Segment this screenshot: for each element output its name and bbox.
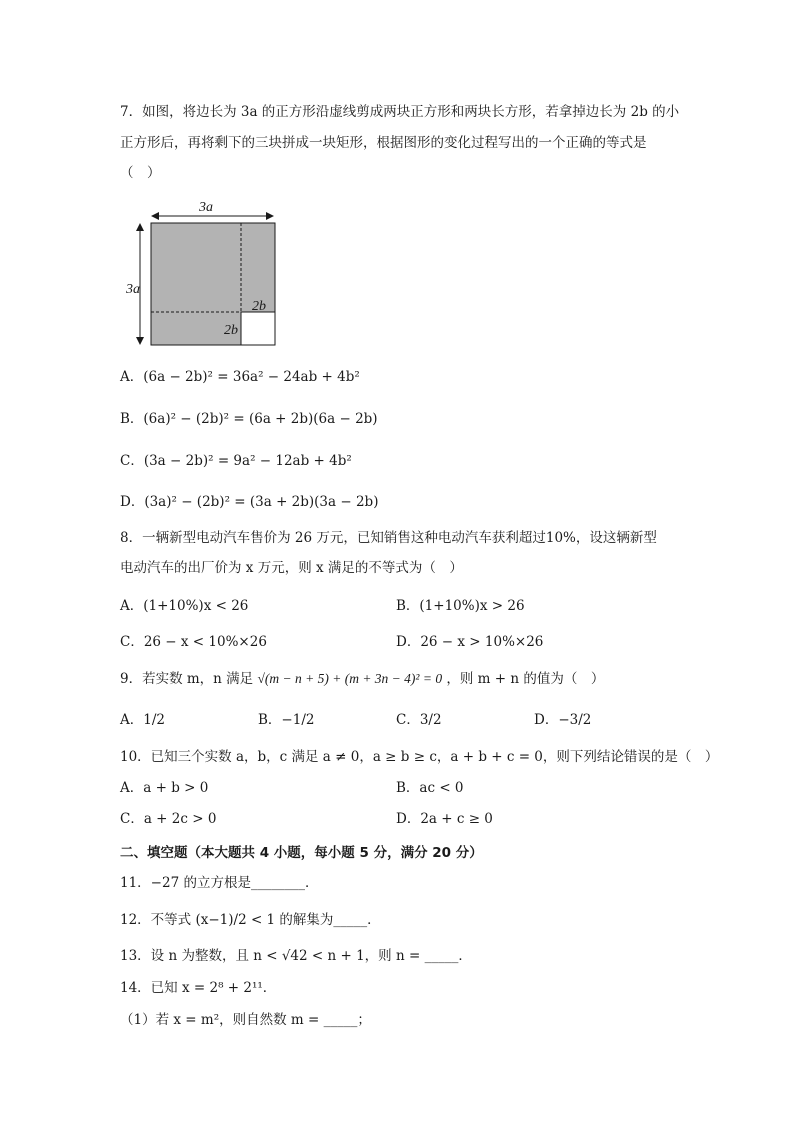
q10-option-a: A．a + b > 0: [120, 780, 209, 796]
q13-text: 13．设 n 为整数，且 n < √42 < n + 1，则 n = _____．: [120, 948, 472, 964]
inner-label-right: 2b: [252, 299, 266, 314]
q9-line: [120, 669, 604, 689]
q7-figure: [118, 196, 288, 352]
q14-line: 14．已知 x = 2⁸ + 2¹¹．: [120, 980, 277, 996]
q9-formula: √(m − n + 5) + (m + 3n − 4)² = 0: [257, 671, 443, 686]
q7-line1: 7．如图，将边长为 3a 的正方形沿虚线剪成两块正方形和两块长方形，若拿掉边长为 2b 的小: [120, 104, 680, 120]
q9-text-before: 9．若实数 m，n 满足: [120, 671, 254, 687]
q7-line2: 正方形后，再将剩下的三块拼成一块矩形，根据图形的变化过程写出的一个正确的等式是: [120, 135, 647, 151]
q9-option-c: C．3/2: [396, 712, 442, 728]
q10-option-c: C．a + 2c > 0: [120, 811, 217, 827]
section-heading-fill-in: 二、填空题（本大题共 4 小题，每小题 5 分，满分 20 分）: [120, 845, 483, 861]
q8-option-d: D．26 − x > 10%×26: [396, 634, 544, 650]
q9-option-b: B．−1/2: [258, 712, 315, 728]
q7-option-a: A．(6a − 2b)² = 36a² − 24ab + 4b²: [120, 369, 360, 385]
q7-answer-paren: （ ）: [120, 165, 161, 181]
q8-option-c: C．26 − x < 10%×26: [120, 634, 267, 650]
inner-label-bottom: 2b: [224, 323, 238, 338]
q9-text-after: ，则 m + n 的值为（ ）: [446, 671, 605, 687]
q7-option-b: B．(6a)² − (2b)² = (6a + 2b)(6a − 2b): [120, 411, 378, 427]
left-label: 3a: [126, 282, 140, 297]
removed-small-square: [241, 312, 275, 345]
q8-line2: 电动汽车的出厂价为 x 万元，则 x 满足的不等式为（ ）: [120, 560, 463, 576]
top-label: 3a: [199, 200, 213, 215]
q10-line: 10．已知三个实数 a，b，c 满足 a ≠ 0，a ≥ b ≥ c，a + b + c = 0，则下列结论错误的是（ ）: [120, 749, 719, 765]
q12-text: 12．不等式 (x−1)/2 < 1 的解集为_____．: [120, 912, 381, 928]
q8-option-b: B．(1+10%)x > 26: [396, 598, 525, 614]
q10-option-d: D．2a + c ≥ 0: [396, 811, 493, 827]
q10-option-b: B．ac < 0: [396, 780, 464, 796]
q7-option-d: D．(3a)² − (2b)² = (3a + 2b)(3a − 2b): [120, 494, 379, 510]
q9-option-a: A．1/2: [120, 712, 165, 728]
q14-sub1: （1）若 x = m²，则自然数 m = _____；: [120, 1012, 371, 1028]
q8-line1: 8．一辆新型电动汽车售价为 26 万元，已知销售这种电动汽车获利超过10%，设这辆新型: [120, 530, 657, 546]
q7-option-c: C．(3a − 2b)² = 9a² − 12ab + 4b²: [120, 453, 352, 469]
q8-option-a: A．(1+10%)x < 26: [120, 598, 249, 614]
q11-text: 11．−27 的立方根是________．: [120, 875, 319, 891]
q9-option-d: D．−3/2: [534, 712, 592, 728]
